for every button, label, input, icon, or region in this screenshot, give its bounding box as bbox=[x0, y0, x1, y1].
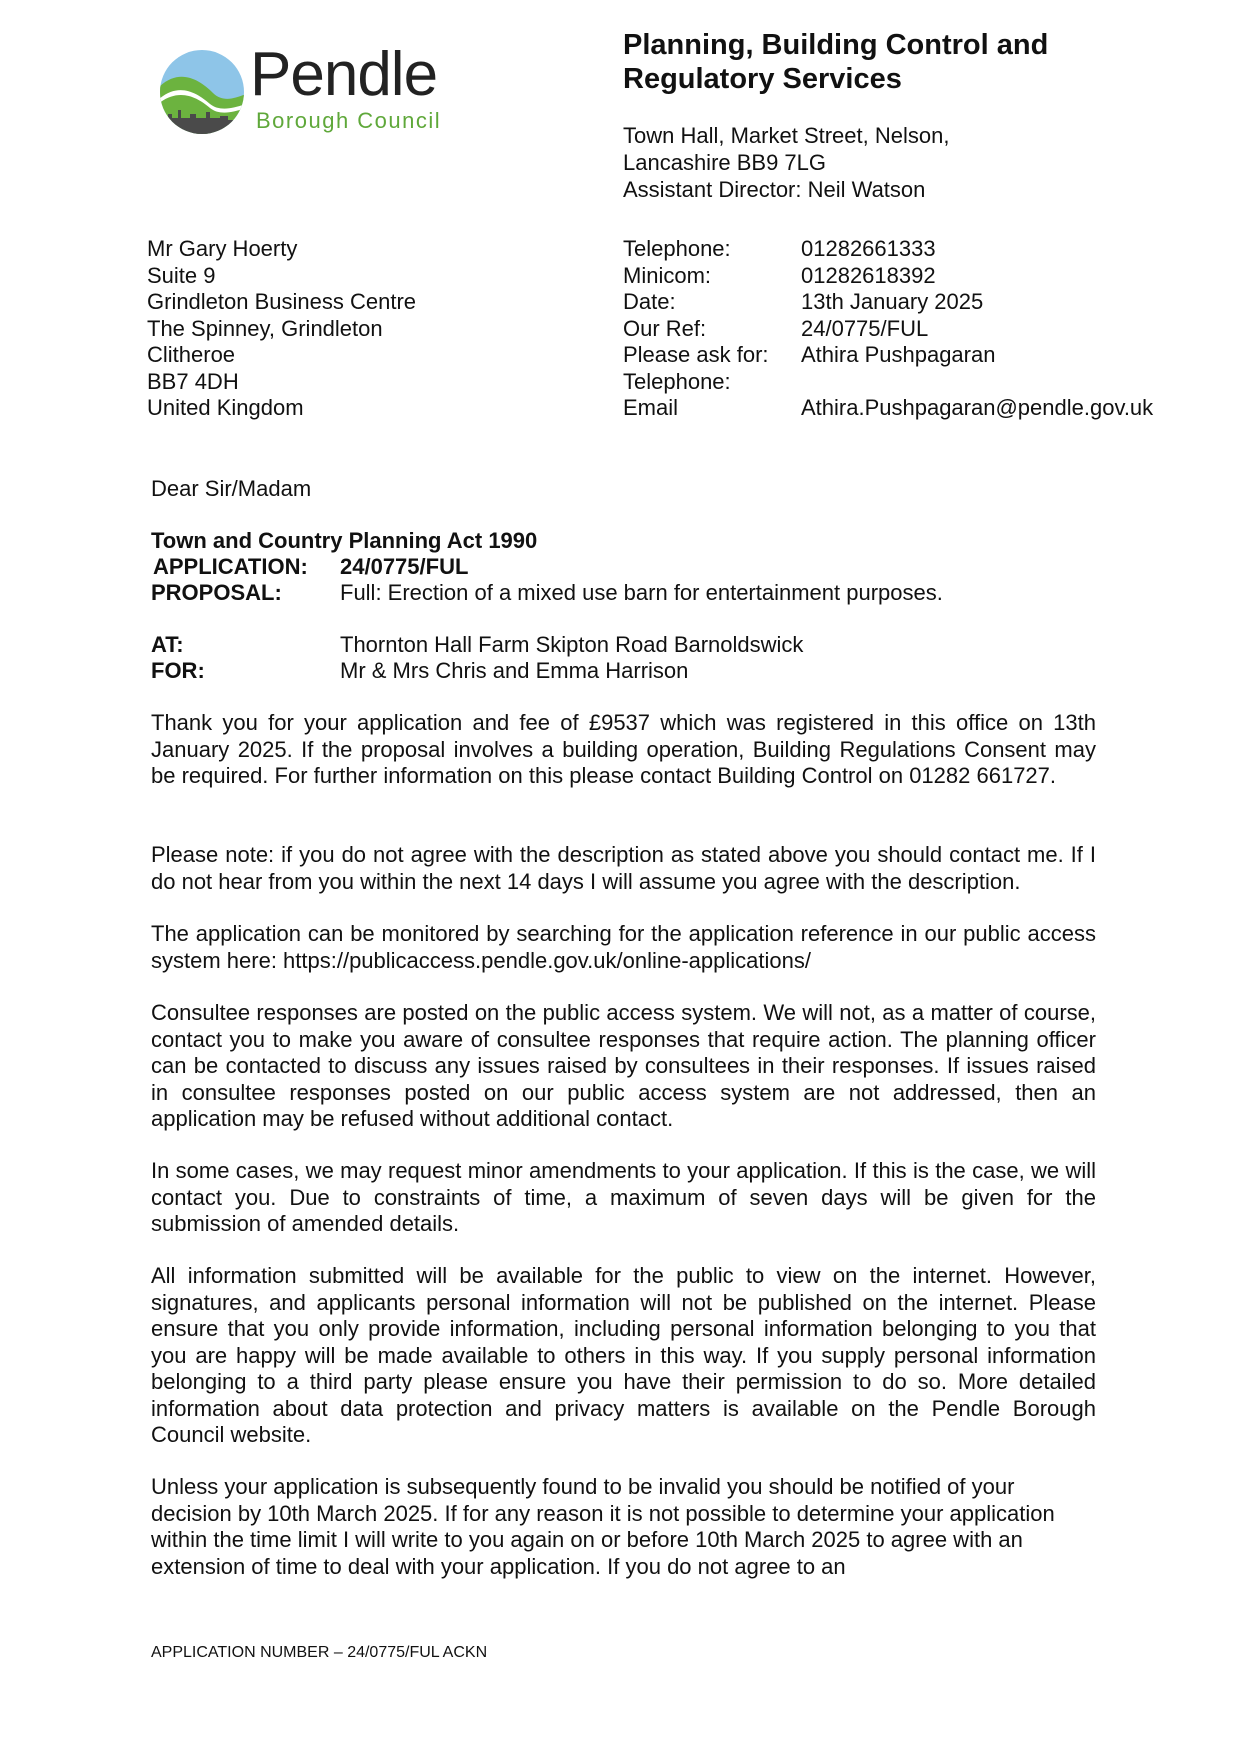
body-paragraph: Consultee responses are posted on the public access system. We will not, as a matter of course, contact you to make you aware of consultee responses that require action. The planning officer can be contacted to discuss any issues raised by consultees in their responses. If issues raised in consultee responses posted on our public access system are not addressed, then an application may be refused without additional contact. bbox=[151, 1000, 1096, 1131]
council-address bbox=[623, 122, 1183, 203]
council-logo bbox=[158, 40, 458, 136]
recipient-address bbox=[147, 236, 567, 422]
address-line: Lancashire BB9 7LG bbox=[623, 150, 827, 175]
recipient-line: Suite 9 bbox=[147, 262, 216, 288]
contact-label: Date: bbox=[623, 289, 676, 314]
body-paragraph: Unless your application is subsequently found to be invalid you should be notified of your decision by 10th March 2025. If for any reason it is not possible to determine your application within the time limit I will write to you again on or before 10th March 2025 to agree with an extension of time to deal with your application. If you do not agree to an bbox=[151, 1474, 1055, 1579]
salutation: Dear Sir/Madam bbox=[151, 476, 312, 501]
recipient-line: United Kingdom bbox=[147, 395, 304, 420]
logo-wordmark: Pendle bbox=[250, 40, 438, 109]
department-title: Planning, Building Control and Regulatory Services bbox=[623, 29, 1049, 95]
contact-row bbox=[623, 263, 1183, 290]
contact-label: Minicom: bbox=[623, 262, 712, 288]
contact-value: 01282618392 bbox=[801, 262, 936, 288]
proposal-label: PROPOSAL: bbox=[151, 580, 282, 605]
recipient-line: Clitheroe bbox=[147, 342, 236, 367]
contact-label: Please ask for: bbox=[623, 342, 769, 367]
body-paragraph: Please note: if you do not agree with the description as stated above you should contact me. If I do not hear from you within the next 14 days I will assume you agree with the description. bbox=[151, 842, 1096, 894]
for-row bbox=[0, 658, 1241, 685]
body-paragraph: All information submitted will be available for the public to view on the internet. However, signatures, and applicants personal information will not be published on the internet. Please ensure that you only provide information, including personal information belonging to you that you are happy will be made available to others in this way. If you supply personal information belonging to a third party please ensure you have their permission to do so. More detailed information about data protection and privacy matters is available on the Pendle Borough Council website. bbox=[151, 1263, 1096, 1447]
recipient-line: BB7 4DH bbox=[147, 368, 239, 394]
contact-label: Our Ref: bbox=[623, 315, 707, 341]
contact-value: 24/0775/FUL bbox=[801, 315, 929, 341]
contact-label: Email bbox=[623, 395, 679, 420]
address-line: Town Hall, Market Street, Nelson, bbox=[623, 123, 950, 148]
proposal-value: Full: Erection of a mixed use barn for entertainment purposes. bbox=[340, 580, 943, 605]
contact-row bbox=[623, 289, 1183, 316]
recipient-line: The Spinney, Grindleton bbox=[147, 315, 383, 341]
footer-application-number: APPLICATION NUMBER – 24/0775/FUL ACKN bbox=[151, 1644, 488, 1661]
contact-row bbox=[623, 342, 1183, 369]
application-label: APPLICATION: bbox=[153, 554, 308, 579]
address-line: Assistant Director: Neil Watson bbox=[623, 177, 926, 202]
contact-row bbox=[623, 395, 1183, 422]
application-value: 24/0775/FUL bbox=[340, 554, 469, 579]
at-value: Thornton Hall Farm Skipton Road Barnoldswick bbox=[340, 632, 804, 657]
body-paragraph: In some cases, we may request minor amendments to your application. If this is the case, we will contact you. Due to constraints of time, a maximum of seven days will be given for the submission of amended details. bbox=[151, 1158, 1096, 1236]
contact-value: 13th January 2025 bbox=[801, 289, 984, 314]
recipient-line: Mr Gary Hoerty bbox=[147, 236, 298, 261]
pendle-hill-logo-icon bbox=[158, 48, 246, 136]
contact-row bbox=[623, 236, 1183, 263]
contact-value: 01282661333 bbox=[801, 236, 936, 261]
for-label: FOR: bbox=[151, 658, 205, 683]
act-title: Town and Country Planning Act 1990 bbox=[151, 528, 538, 553]
at-row bbox=[0, 632, 1241, 659]
contact-value bbox=[801, 369, 1161, 396]
for-value: Mr & Mrs Chris and Emma Harrison bbox=[340, 658, 689, 683]
application-row bbox=[0, 554, 1241, 581]
contact-details bbox=[623, 236, 1183, 422]
body-paragraph: The application can be monitored by searching for the application reference in our public access system here: https://publicaccess.pendle.gov.uk/online-applications/ bbox=[151, 921, 1096, 973]
body-paragraph: Thank you for your application and fee of £9537 which was registered in this office on 13th January 2025. If the proposal involves a building operation, Building Regulations Consent may be required. For further information on this please contact Building Control on 01282 661727. bbox=[151, 710, 1096, 788]
contact-label: Telephone: bbox=[623, 236, 731, 261]
contact-value: Athira Pushpagaran bbox=[801, 342, 996, 367]
contact-row bbox=[623, 369, 1183, 396]
logo-subtitle: Borough Council bbox=[256, 108, 442, 133]
contact-label: Telephone: bbox=[623, 368, 731, 394]
contact-email[interactable]: Athira.Pushpagaran@pendle.gov.uk bbox=[801, 395, 1154, 420]
proposal-row bbox=[0, 580, 1241, 607]
recipient-line: Grindleton Business Centre bbox=[147, 289, 417, 314]
contact-row bbox=[623, 316, 1183, 343]
at-label: AT: bbox=[151, 632, 184, 657]
